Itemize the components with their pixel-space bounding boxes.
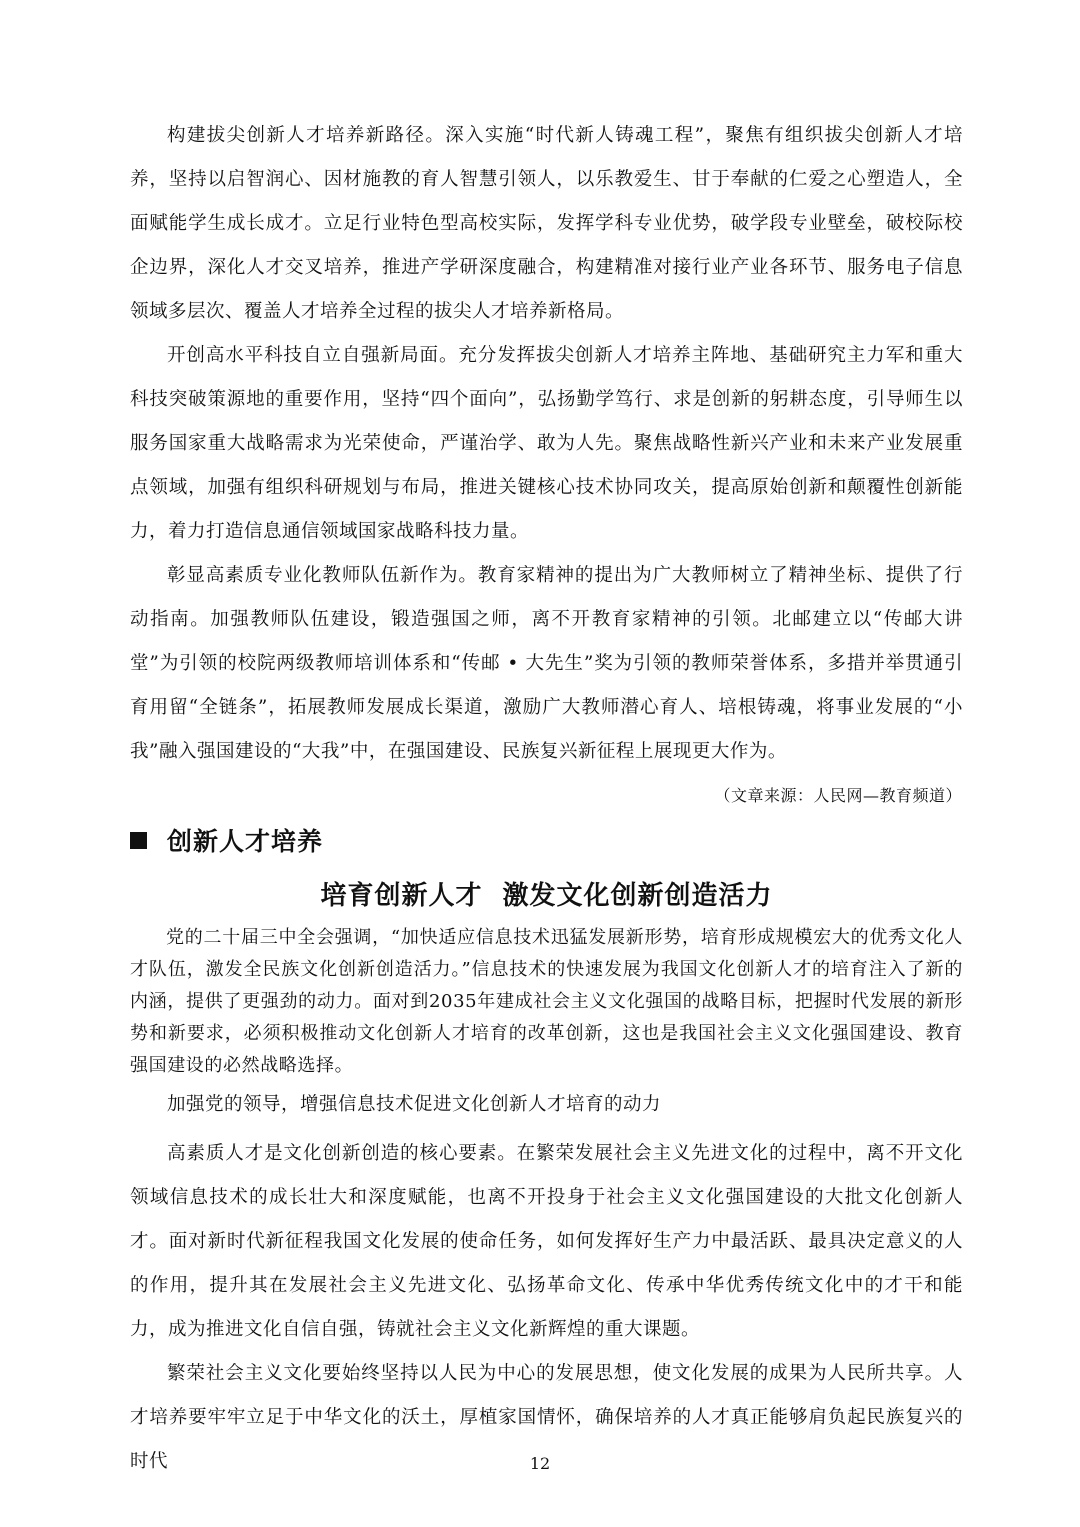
paragraph-people-centered: 繁荣社会主义文化要始终坚持以人民为中心的发展思想，使文化发展的成果为人民所共享。人才培养要牢牢立足于中华文化的沃土，厚植家国情怀，确保培养的人才真正能够肩负起民族复兴的时代 [130, 1363, 963, 1472]
article-source-note: （文章来源：人民网—教育频道） [714, 786, 962, 805]
page-number: 12 [529, 1454, 551, 1473]
article-lead-paragraph: 党的二十届三中全会强调，“加快适应信息技术迅猛发展新形势，培育形成规模宏大的优秀文化人才队伍，激发全民族文化创新创造活力。”信息技术的快速发展为我国文化创新人才的培育注入了新的内涵，提供了更强劲的动力。面对到2035年建成社会主义文化强国的战略目标，把握时代发展的新形势和新要求，必须积极推动文化创新人才培育的改革创新，这也是我国社会主义文化强国建设、教育强国建设的必然战略选择。 [130, 927, 963, 1076]
paragraph-talent-path: 构建拔尖创新人才培养新路径。深入实施“时代新人铸魂工程”，聚焦有组织拔尖创新人才培养，坚持以启智润心、因材施教的育人智慧引领人，以乐教爱生、甘于奉献的仁爱之心塑造人，全面赋能学生成长成才。立足行业特色型高校实际，发挥学科专业优势，破学段专业壁垒，破校际校企边界，深化人才交叉培养，推进产学研深度融合，构建精准对接行业产业各环节、服务电子信息领域多层次、覆盖人才培养全过程的拔尖人才培养新格局。 [130, 125, 963, 322]
article-body [130, 922, 963, 1484]
paragraph-core-element: 高素质人才是文化创新创造的核心要素。在繁荣发展社会主义先进文化的过程中，离不开文化领域信息技术的成长壮大和深度赋能，也离不开投身于社会主义文化强国建设的大批文化创新人才。面对新时代新征程我国文化发展的使命任务，如何发挥好生产力中最活跃、最具决定意义的人的作用，提升其在发展社会主义先进文化、弘扬革命文化、传承中华优秀传统文化中的才干和能力，成为推进文化自信自强，铸就社会主义文化新辉煌的重大课题。 [130, 1143, 963, 1340]
section-heading-text: 创新人才培养 [167, 827, 324, 856]
section-heading [130, 818, 323, 862]
paragraph-tech-self-reliance: 开创高水平科技自立自强新局面。充分发挥拔尖创新人才培养主阵地、基础研究主力军和重大科技突破策源地的重要作用，坚持“四个面向”，弘扬勤学笃行、求是创新的躬耕态度，引导师生以服务国家重大战略需求为光荣使命，严谨治学、敢为人先。聚焦战略性新兴产业和未来产业发展重点领域，加强有组织科研规划与布局，推进关键核心技术协同攻关，提高原始创新和颠覆性创新能力，着力打造信息通信领域国家战略科技力量。 [130, 345, 963, 542]
square-bullet-icon [130, 832, 147, 849]
article-subheading: 加强党的领导，增强信息技术促进文化创新人才培育的动力 [167, 1094, 662, 1115]
article-title: 培育创新人才 激发文化创新创造活力 [320, 881, 773, 911]
continued-article-body [130, 114, 963, 774]
paragraph-teacher-team: 彰显高素质专业化教师队伍新作为。教育家精神的提出为广大教师树立了精神坐标、提供了行动指南。加强教师队伍建设，锻造强国之师，离不开教育家精神的引领。北邮建立以“传邮大讲堂”为引领的校院两级教师培训体系和“传邮 • 大先生”奖为引领的教师荣誉体系，多措并举贯通引育用留“全链条”，拓展教师发展成长渠道，激励广大教师潜心育人、培根铸魂，将事业发展的“小我”融入强国建设的“大我”中，在强国建设、民族复兴新征程上展现更大作为。 [130, 565, 963, 762]
